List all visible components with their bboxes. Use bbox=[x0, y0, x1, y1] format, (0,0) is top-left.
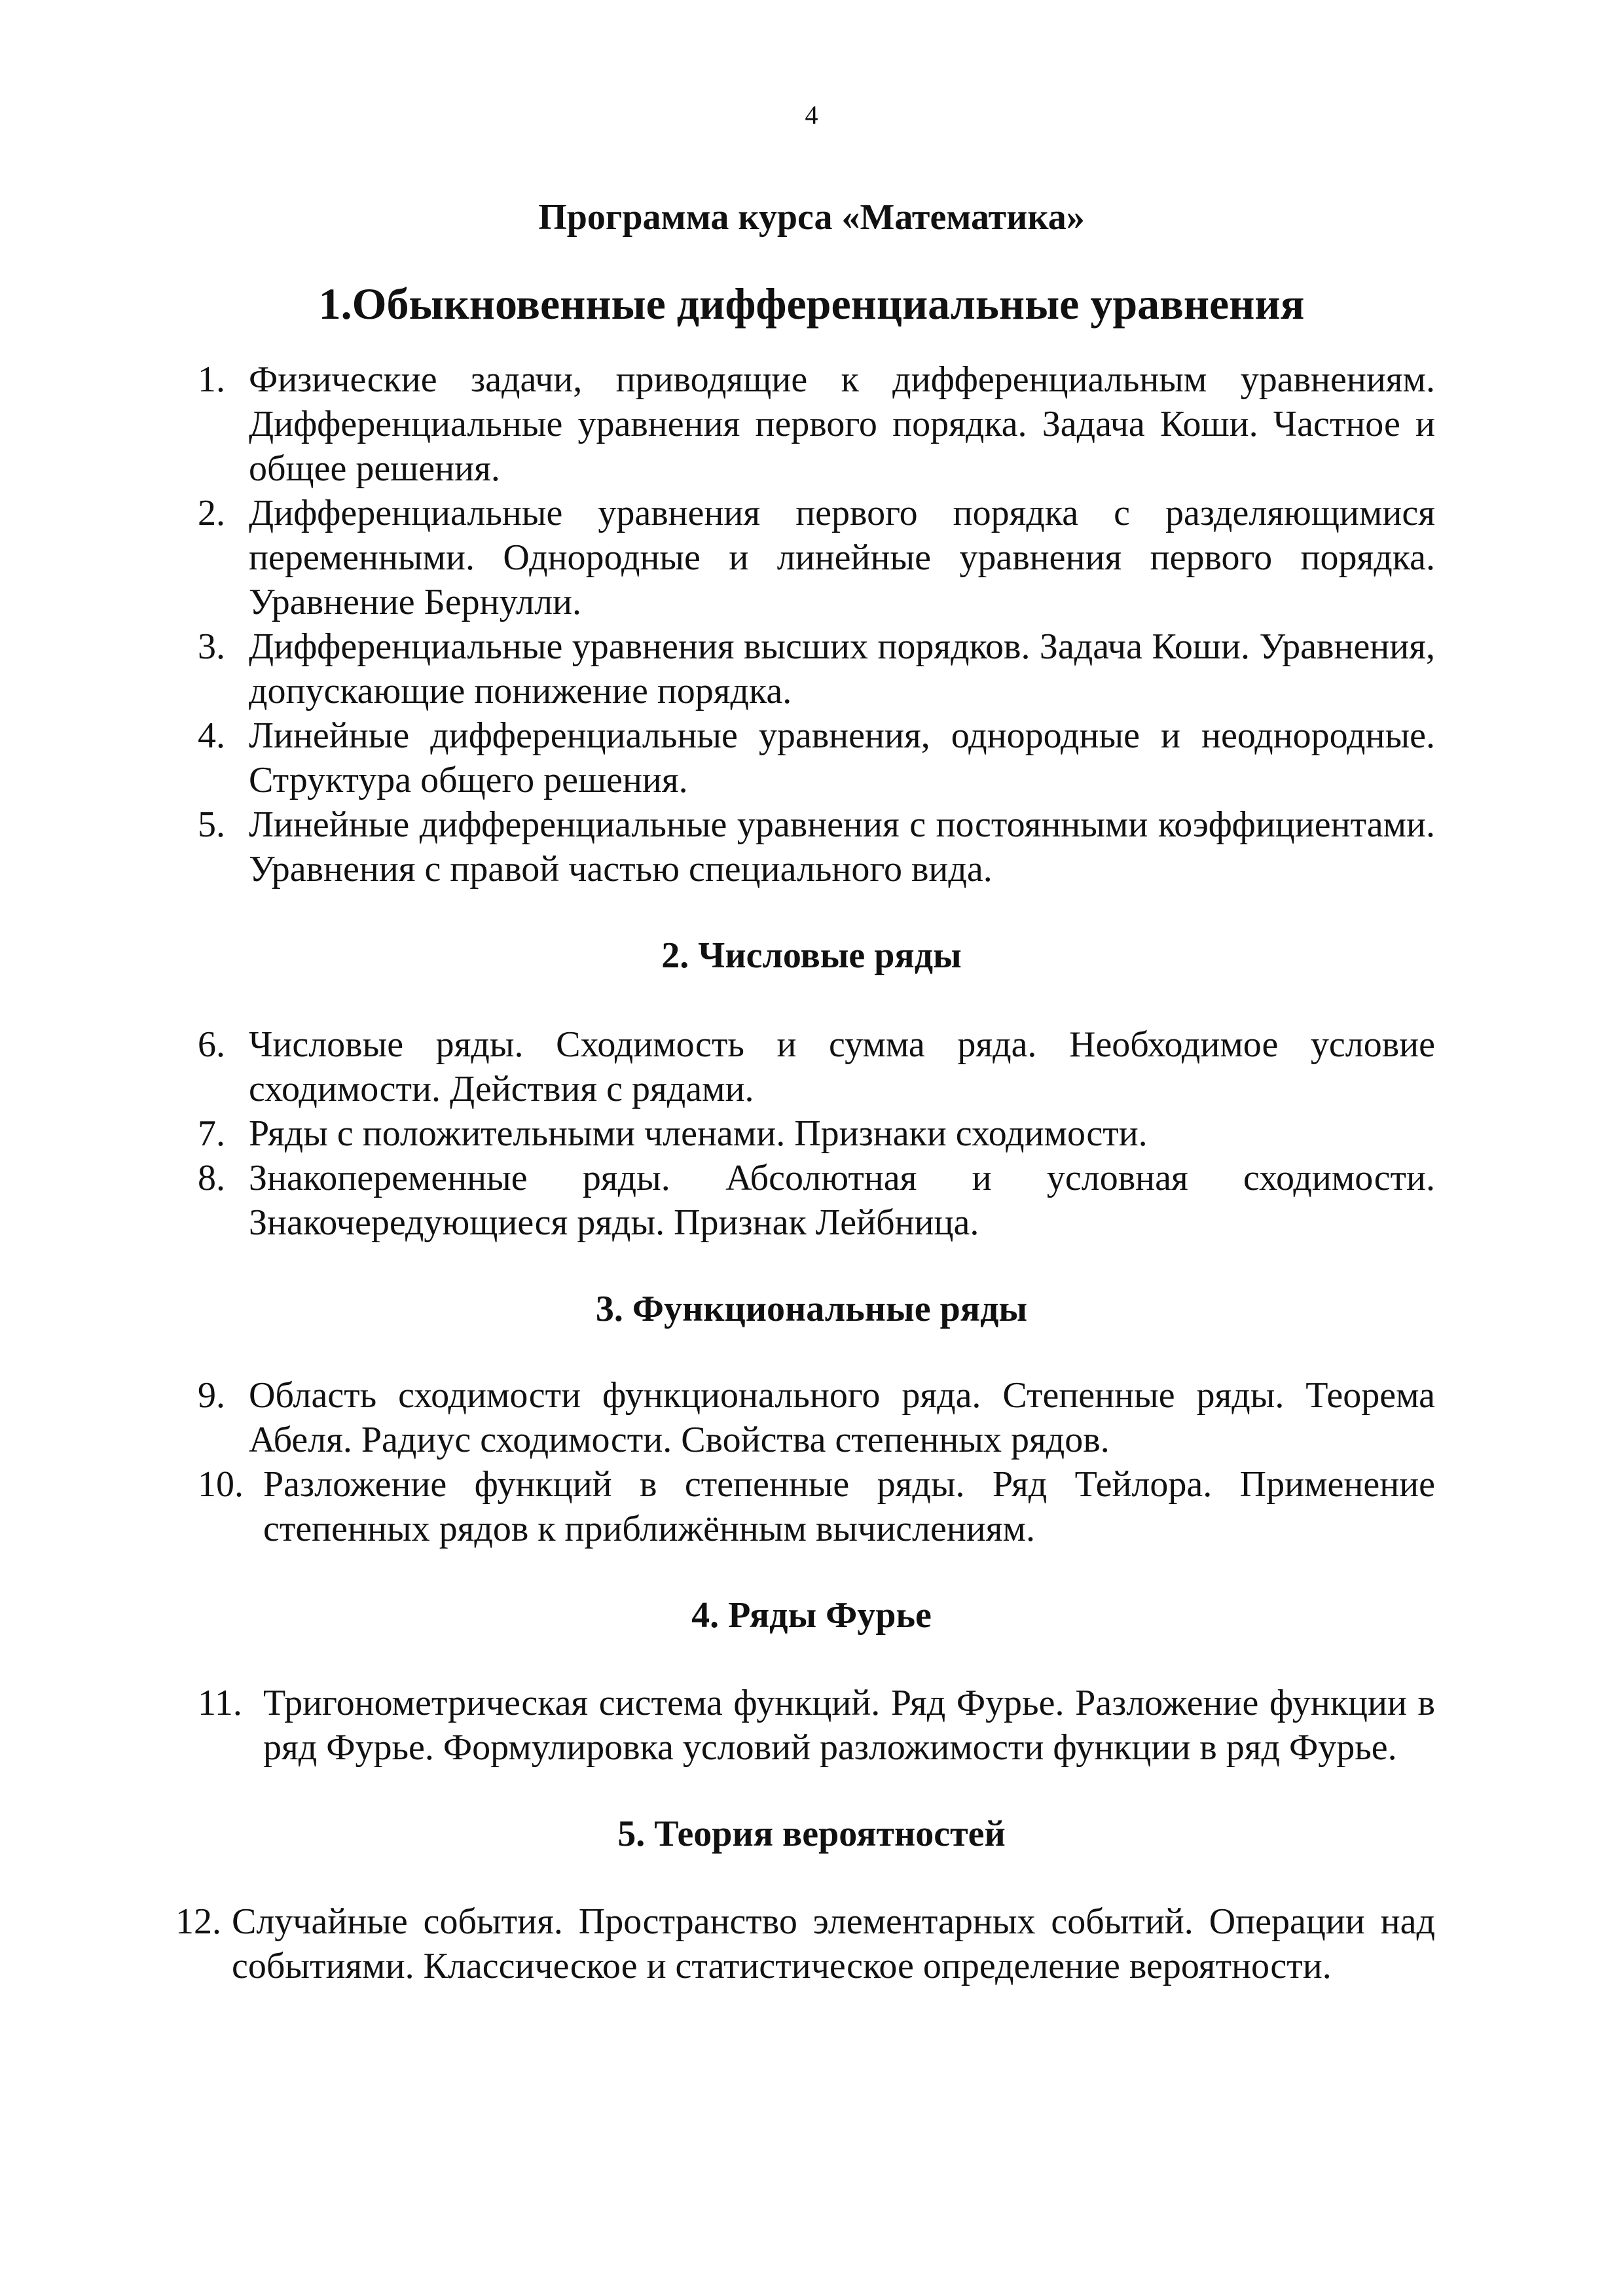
list-item bbox=[198, 357, 1435, 491]
item-text: Случайные события. Пространство элементарных событий. Операции над событиями. Классическое и статистическое определение вероятности. bbox=[232, 1901, 1435, 1986]
item-text: Линейные дифференциальные уравнения с постоянными коэффициентами. Уравнения с правой частью специального вида. bbox=[249, 804, 1435, 889]
item-number: 4. bbox=[198, 715, 225, 756]
item-number: 11. bbox=[198, 1683, 242, 1723]
list-item bbox=[198, 1156, 1435, 1245]
item-text: Знакопеременные ряды. Абсолютная и условная сходимости. Знакочередующиеся ряды. Признак Лейбница. bbox=[249, 1158, 1435, 1243]
item-number: 12. bbox=[175, 1901, 221, 1942]
list-item bbox=[198, 713, 1435, 802]
list-item bbox=[198, 624, 1435, 713]
list-item bbox=[198, 1462, 1435, 1551]
item-text: Физические задачи, приводящие к дифференциальным уравнениям. Дифференциальные уравнения первого порядка. Задача Коши. Частное и общее решения. bbox=[249, 359, 1435, 489]
item-text: Числовые ряды. Сходимость и сумма ряда. Необходимое условие сходимости. Действия с рядами. bbox=[249, 1024, 1435, 1109]
item-number: 5. bbox=[198, 804, 225, 845]
item-number: 6. bbox=[198, 1024, 225, 1065]
page-number: 4 bbox=[805, 100, 818, 130]
item-text: Тригонометрическая система функций. Ряд Фурье. Разложение функции в ряд Фурье. Формулировка условий разложимости функции в ряд Фурье. bbox=[263, 1683, 1435, 1768]
item-number: 1. bbox=[198, 359, 225, 400]
list-item bbox=[198, 1373, 1435, 1462]
section-title: 4. Ряды Фурье bbox=[691, 1595, 932, 1636]
item-text: Дифференциальные уравнения высших порядков. Задача Коши. Уравнения, допускающие понижение порядка. bbox=[249, 626, 1435, 711]
item-number: 3. bbox=[198, 626, 225, 667]
item-text: Дифференциальные уравнения первого порядка с разделяющимися переменными. Однородные и линейные уравнения первого порядка. Уравнение Бернулли. bbox=[249, 493, 1435, 622]
section-title: 1.Обыкновенные дифференциальные уравнения bbox=[318, 279, 1305, 329]
item-number: 7. bbox=[198, 1113, 225, 1154]
item-number: 10. bbox=[198, 1464, 244, 1505]
list-item bbox=[198, 491, 1435, 624]
section-title: 2. Числовые ряды bbox=[661, 935, 962, 976]
course-title: Программа курса «Математика» bbox=[538, 197, 1085, 238]
item-number: 8. bbox=[198, 1158, 225, 1198]
list-item bbox=[198, 1681, 1435, 1770]
item-text: Линейные дифференциальные уравнения, однородные и неоднородные. Структура общего решения. bbox=[249, 715, 1435, 800]
list-item bbox=[198, 1111, 1435, 1156]
item-number: 9. bbox=[198, 1375, 225, 1416]
list-item bbox=[198, 1022, 1435, 1111]
list-item bbox=[198, 802, 1435, 891]
item-text: Ряды с положительными членами. Признаки сходимости. bbox=[249, 1113, 1148, 1154]
section-title: 5. Теория вероятностей bbox=[617, 1814, 1006, 1854]
section-title: 3. Функциональные ряды bbox=[595, 1289, 1028, 1329]
item-text: Область сходимости функционального ряда. Степенные ряды. Теорема Абеля. Радиус сходимости. Свойства степенных рядов. bbox=[249, 1375, 1435, 1460]
item-number: 2. bbox=[198, 493, 225, 533]
list-item bbox=[175, 1899, 1435, 1988]
item-text: Разложение функций в степенные ряды. Ряд Тейлора. Применение степенных рядов к приближённым вычислениям. bbox=[263, 1464, 1435, 1549]
